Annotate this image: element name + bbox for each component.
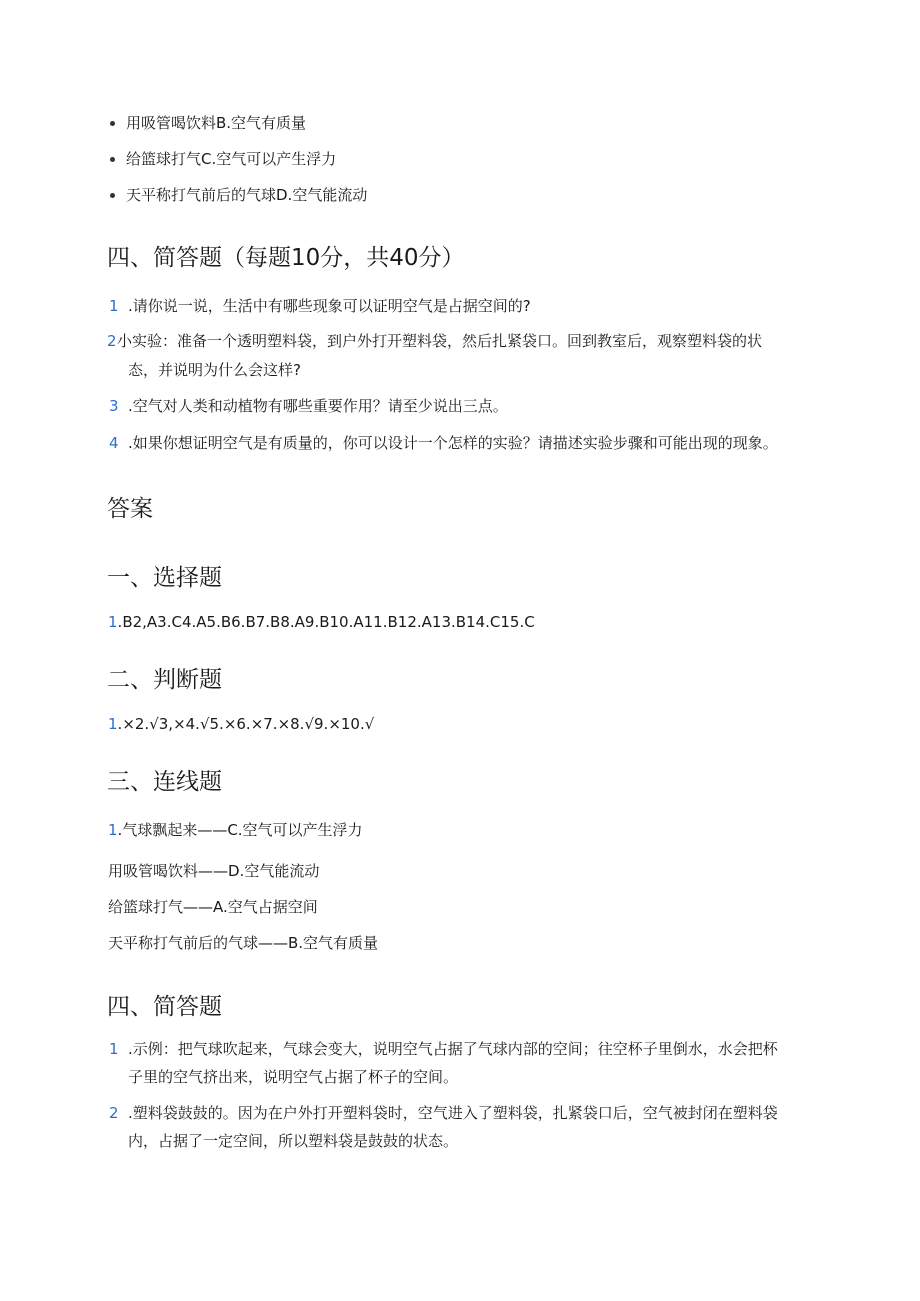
answer-line: 天平称打气前后的气球——B.空气有质量 [108, 934, 379, 952]
section-heading: 四、简答题（每题10分，共40分） [107, 245, 465, 271]
answer-text: .B2,A3.C4.A5.B6.B7.B8.A9.B10.A11.B12.A13.B14.C15.C [117, 613, 535, 631]
answer-text-continued: 子里的空气挤出来，说明空气占据了杯子的空间。 [128, 1068, 459, 1086]
answer-number: 1 [108, 613, 118, 631]
answer-line: 给篮球打气——A.空气占据空间 [108, 898, 318, 916]
answer-text-continued: 内，占据了一定空间，所以塑料袋是鼓鼓的状态。 [128, 1132, 459, 1150]
section-heading: 三、连线题 [107, 769, 222, 795]
list-item: 给篮球打气C.空气可以产生浮力 [126, 150, 337, 168]
question-text: .请你说一说，生活中有哪些现象可以证明空气是占据空间的? [128, 297, 531, 315]
bullet-dot [110, 121, 115, 126]
answer-text: .气球飘起来——C.空气可以产生浮力 [117, 821, 363, 839]
answer-line [108, 612, 535, 632]
bullet-dot [110, 157, 115, 162]
question-text: .空气对人类和动植物有哪些重要作用？请至少说出三点。 [128, 397, 508, 415]
bullet-dot [110, 193, 115, 198]
question-number: 4 [109, 434, 119, 452]
answer-line [108, 714, 374, 734]
section-heading: 一、选择题 [107, 565, 222, 591]
list-item: 用吸管喝饮料B.空气有质量 [126, 114, 307, 132]
list-item: 天平称打气前后的气球D.空气能流动 [126, 186, 368, 204]
question-text: .如果你想证明空气是有质量的，你可以设计一个怎样的实验？请描述实验步骤和可能出现的现象。 [128, 434, 778, 452]
answer-text: .示例：把气球吹起来，气球会变大，说明空气占据了气球内部的空间；往空杯子里倒水，水会把杯 [128, 1040, 778, 1058]
question-text: 小实验：准备一个透明塑料袋，到户外打开塑料袋，然后扎紧袋口。回到教室后，观察塑料袋的状 [117, 332, 763, 350]
answer-text: .×2.√3,×4.√5.×6.×7.×8.√9.×10.√ [117, 715, 375, 733]
answers-title: 答案 [107, 496, 153, 522]
section-heading: 四、简答题 [107, 994, 222, 1020]
section-heading: 二、判断题 [107, 667, 222, 693]
answer-number: 1 [108, 821, 118, 839]
question-number: 2 [107, 332, 117, 350]
question-number: 3 [109, 397, 119, 415]
answer-text: .塑料袋鼓鼓的。因为在户外打开塑料袋时，空气进入了塑料袋，扎紧袋口后，空气被封闭在塑料袋 [128, 1104, 778, 1122]
question-text-continued: 态，并说明为什么会这样? [128, 361, 301, 379]
question-number: 1 [109, 297, 119, 315]
answer-number: 1 [108, 715, 118, 733]
answer-number: 2 [109, 1104, 119, 1122]
answer-number: 1 [109, 1040, 119, 1058]
answer-line: 用吸管喝饮料——D.空气能流动 [108, 862, 320, 880]
answer-line [108, 820, 363, 840]
